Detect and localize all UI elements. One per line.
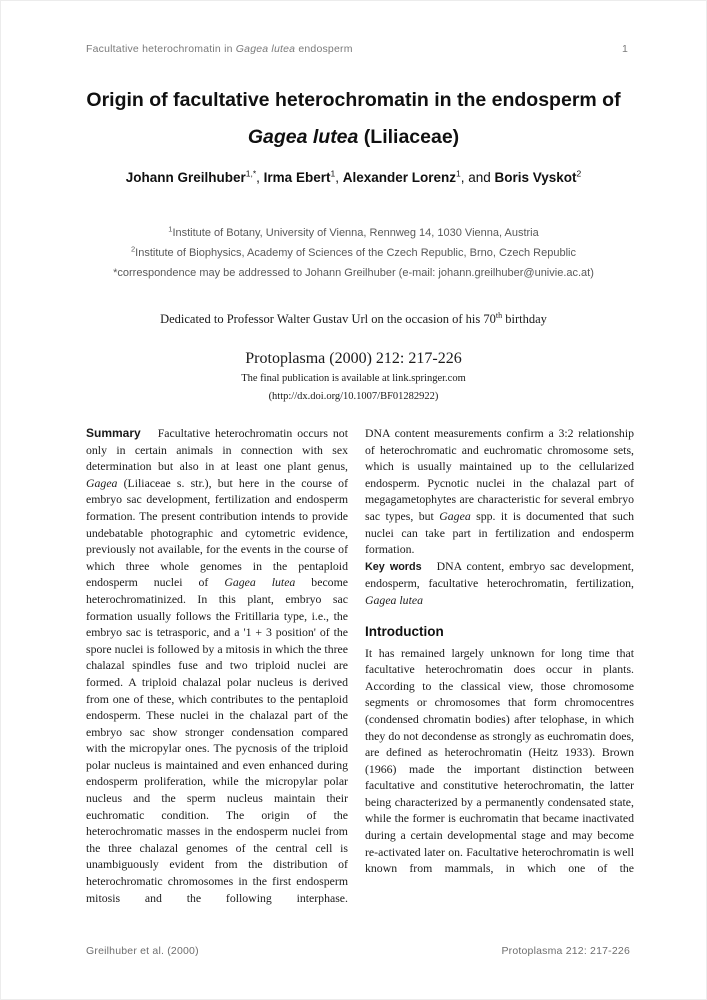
dedication: Dedicated to Professor Walter Gustav Url on the occasion of his 70th birthday [160,310,547,326]
running-head [1,1,706,55]
summary-text: Facultative heterochromatin occurs not only in certain animals in connection with sex determination but also in at least one plant genus, Gagea (Liliaceae s. str.), but here in the course of embryo sac development, fertilization and endosperm formation. The present contribution intends to provide undebatable photographic and cytometric evidence, previously not available, for the events in the course of which three whole genomes in the pentaploid endosperm nuclei of Gagea lutea become heterochromatinized. In this plant, embryo sac formation usually follows the Fritillaria type, i.e., the embryo sac is tetrasporic, and a '1 + 3 position' of the spore nuclei is followed by a mitosis in which the three chalazal spindles fuse and two triploid nuclei are formed. A triploid chalazal polar nucleus is derived from one of these, which contributes to the pentaploid endosperm. These nuclei in the chalazal part of the embryo sac show stronger condensation compared with the micropylar ones. The pycnosis of the triploid polar nucleus is maintained and even enhanced during endosperm proliferation, while the micropylar polar nucleus and the sperm nucleus maintain their euchromatic condition. The origin of the heterochromatic masses in the endosperm nuclei from the three chalazal genomes of the central cell is unambiguously evident from the distribution of heterochromatic chromosomes in the first endosperm mitosis and the following interphase. [86,426,348,905]
running-head-title: Facultative heterochromatin in Gagea lutea endosperm [86,43,353,55]
article-title-line-1: Origin of facultative heterochromatin in the endosperm of [86,89,621,111]
authors-line: Johann Greilhuber$^{1,*}$, Irma Ebert$^1$, Alexander Lorenz$^1$, and Boris Vyskot$^2$ [125,168,582,185]
page-number: 1 [621,43,628,55]
summary-paragraph [86,425,348,906]
introduction-paragraph: It has remained largely unknown for long time that facultative heterochromatin does occur in plants. According to the classical view, those chromosome segments or chromosomes that form chromocentres (condensed chromatin bodies) after telophase, in which they do not decondense as strongly as euchromatin does, are defined as heterochromatin (Heitz 1933). Brown (1966) made the important distinction between facultative and constitutive heterochromatin, the latter being characterized by a permanently condensated state, while the former is euchromatin that became inactivated during a certain developmental stage and may become re-activated later on. Facultative heterochromatin is well known from mammals, in which one of the [365,645,634,876]
summary-label: Summary [86,426,141,440]
citation-reference: Protoplasma (2000) 212: 217-226 [245,350,462,367]
affiliation-1: $^1$Institute of Botany, University of Vienna, Rennweg 14, 1030 Vienna, Austria [168,224,539,239]
citation-block [1,350,706,404]
affiliation-2: $^2$Institute of Biophysics, Academy of Sciences of the Czech Republic, Brno, Czech Republic [130,244,576,259]
left-column [86,425,348,906]
page-footer [86,945,630,957]
keywords-text: DNA content, embryo sac development, endosperm, facultative heterochromatin, fertilization, Gagea lutea [365,558,634,607]
correspondence-note: *correspondence may be addressed to Johann Greilhuber (e-mail: johann.greilhuber@univie.ac.at) [113,267,594,279]
affiliations [1,223,706,283]
article-title [1,82,706,156]
citation-availability: The final publication is available at link.springer.com [241,373,466,384]
introduction-heading: Introduction [365,623,444,639]
footer-authors: Greilhuber et al. (2000) [86,945,199,957]
citation-doi: (http://dx.doi.org/10.1007/BF01282922) [268,391,439,402]
keywords-label: Key words [365,560,422,573]
footer-journal: Protoplasma 212: 217-226 [501,945,630,957]
article-title-line-2: Gagea lutea (Liliaceae) [247,126,460,148]
article-body [1,425,706,906]
keywords-paragraph [365,558,634,609]
abstract-continued-paragraph: DNA content measurements confirm a 3:2 relationship of heterochromatic and euchromatic chromosome sets, which is usually maintained up to the cellularized endosperm. Pycnotic nuclei in the chalazal part of megagametophytes are characteristic for several embryo sac types, but Gagea spp. it is documented that such nuclei can take part in fertilization and endosperm formation. [365,426,634,557]
right-column [365,425,634,906]
